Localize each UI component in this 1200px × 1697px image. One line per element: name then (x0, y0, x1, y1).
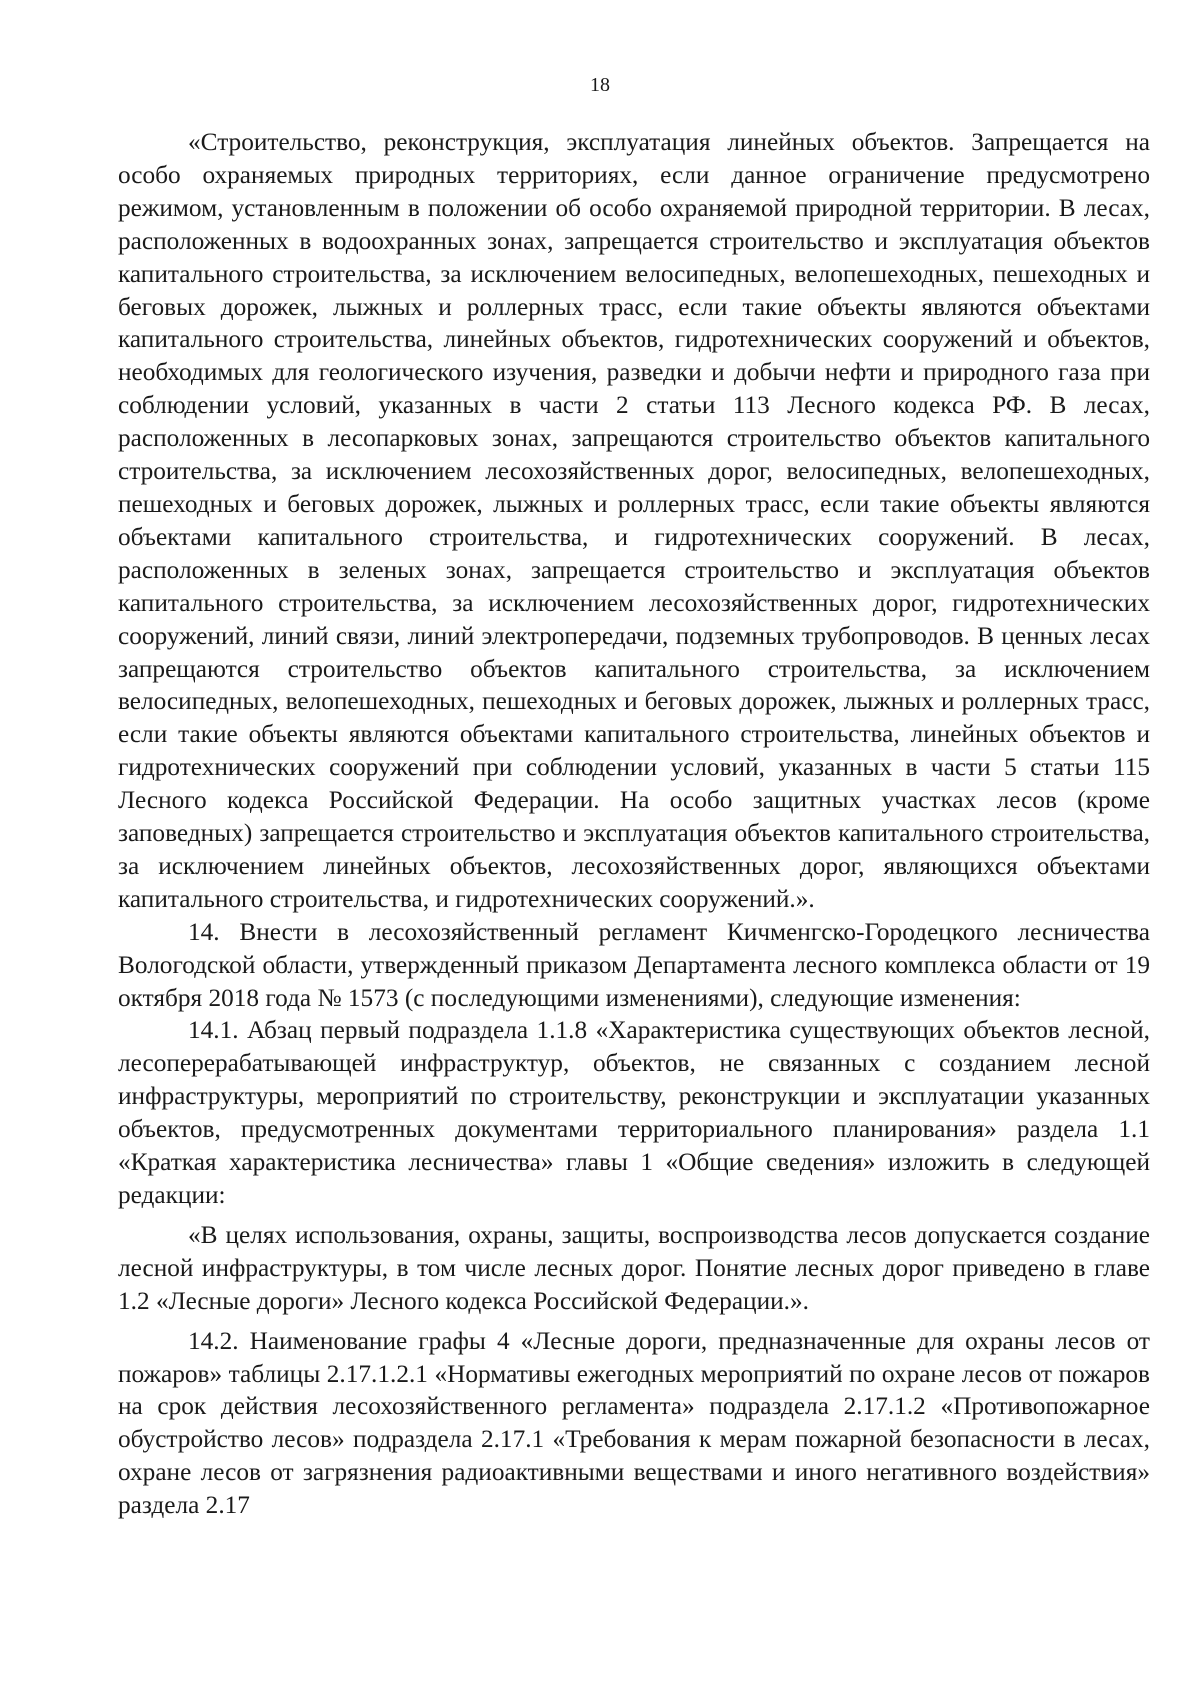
paragraph-new-wording: «В целях использования, охраны, защиты, воспроизводства лесов допускается создание лесной инфраструктуры, в том числе лесных дорог. Понятие лесных дорог приведено в главе 1.2 «Лесные дороги» Лесного кодекса Российской Федерации.». (118, 1220, 1150, 1315)
paragraph-item-14: 14. Внести в лесохозяйственный регламент Кичменгско-Городецкого лесничества Вологодской области, утвержденный приказом Департамента лесного комплекса области от 19 октября 2018 года № 1573 (с последующими изменениями), следующие изменения: (118, 917, 1150, 1012)
document-body (118, 126, 1150, 1522)
paragraph-item-14-1: 14.1. Абзац первый подраздела 1.1.8 «Характеристика существующих объектов лесной, лесоперерабатывающей инфраструктур, объектов, не связанных с созданием лесной инфраструктуры, мероприятий по строительству, реконструкции и эксплуатации указанных объектов, предусмотренных документами территориального планирования» раздела 1.1 «Краткая характеристика лесничества» главы 1 «Общие сведения» изложить в следующей редакции: (118, 1016, 1150, 1209)
paragraph-construction-rules: «Строительство, реконструкция, эксплуатация линейных объектов. Запрещается на особо охраняемых природных территориях, если данное ограничение предусмотрено режимом, установленным в положении об особо охраняемой природной территории. В лесах, расположенных в водоохранных зонах, запрещается строительство и эксплуатация объектов капитального строительства, за исключением велосипедных, велопешеходных, пешеходных и беговых дорожек, лыжных и роллерных трасс, если такие объекты являются объектами капитального строительства, линейных объектов, гидротехнических сооружений и объектов, необходимых для геологического изучения, разведки и добычи нефти и природного газа при соблюдении условий, указанных в части 2 статьи 113 Лесного кодекса РФ. В лесах, расположенных в лесопарковых зонах, запрещаются строительство объектов капитального строительства, за исключением лесохозяйственных дорог, велосипедных, велопешеходных, пешеходных и беговых дорожек, лыжных и роллерных трасс, если такие объекты являются объектами капитального строительства, и гидротехнических сооружений. В лесах, расположенных в зеленых зонах, запрещается строительство и эксплуатация объектов капитального строительства, за исключением лесохозяйственных дорог, гидротехнических сооружений, линий связи, линий электропередачи, подземных трубопроводов. В ценных лесах запрещаются строительство объектов капитального строительства, за исключением велосипедных, велопешеходных, пешеходных и беговых дорожек, лыжных и роллерных трасс, если такие объекты являются объектами капитального строительства, линейных объектов и гидротехнических сооружений при соблюдении условий, указанных в части 5 статьи 115 Лесного кодекса Российской Федерации. На особо защитных участках лесов (кроме заповедных) запрещается строительство и эксплуатация объектов капитального строительства, за исключением линейных объектов, лесохозяйственных дорог, являющихся объектами капитального строительства, и гидротехнических сооружений.». (118, 128, 1150, 913)
page-number: 18 (590, 74, 610, 96)
paragraph-item-14-2: 14.2. Наименование графы 4 «Лесные дороги, предназначенные для охраны лесов от пожаров» таблицы 2.17.1.2.1 «Нормативы ежегодных мероприятий по охране лесов от пожаров на срок действия лесохозяйственного регламента» подраздела 2.17.1.2 «Противопожарное обустройство лесов» подраздела 2.17.1 «Требования к мерам пожарной безопасности в лесах, охране лесов от загрязнения радиоактивными веществами и иного негативного воздействия» раздела 2.17 (118, 1326, 1150, 1520)
